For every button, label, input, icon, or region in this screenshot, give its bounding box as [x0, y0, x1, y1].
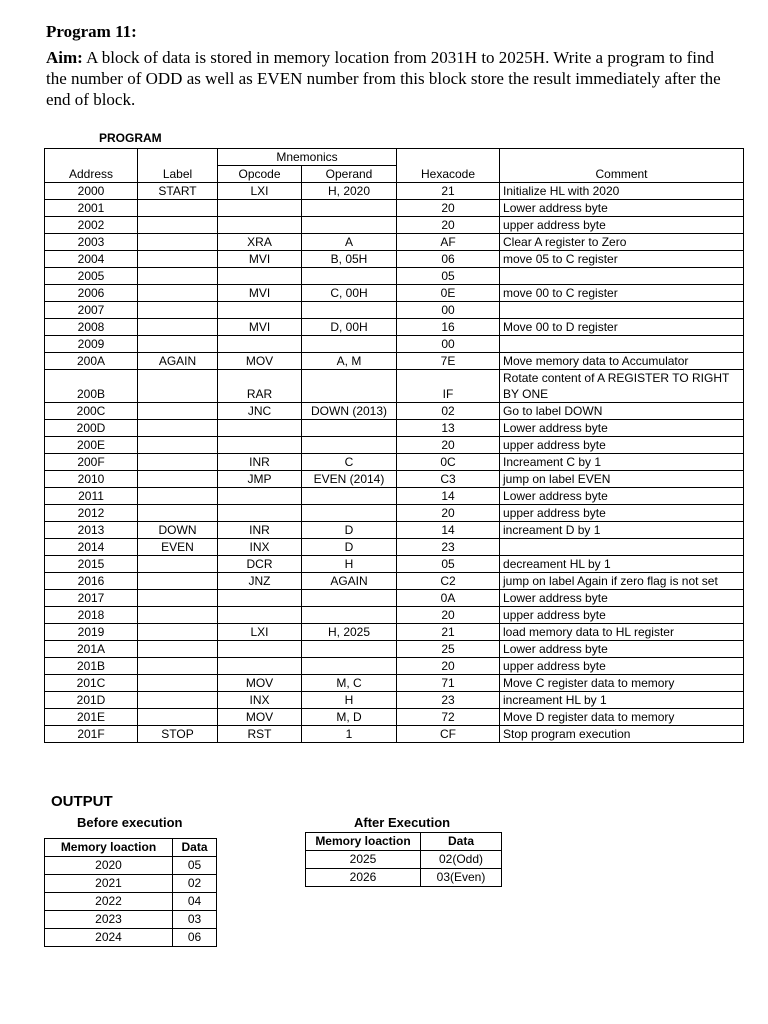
opcode-cell — [218, 200, 302, 217]
comment-cell: upper address byte — [500, 658, 744, 675]
operand-cell: D — [302, 539, 397, 556]
opcode-cell: RST — [218, 726, 302, 743]
table-row — [45, 658, 744, 675]
operand-cell: B, 05H — [302, 251, 397, 268]
header-cell-empty — [45, 149, 138, 166]
address-cell: 200F — [45, 454, 138, 471]
table-row — [45, 522, 744, 539]
label-cell — [138, 285, 218, 302]
header-cell-empty — [138, 149, 218, 166]
column-header-data: Data — [173, 839, 217, 857]
hexacode-cell: C3 — [397, 471, 500, 488]
table-row — [45, 200, 744, 217]
label-cell — [138, 217, 218, 234]
opcode-cell — [218, 437, 302, 454]
comment-cell: Move D register data to memory — [500, 709, 744, 726]
hexacode-cell: 05 — [397, 556, 500, 573]
table-row — [45, 893, 217, 911]
address-cell: 200B — [45, 370, 138, 403]
column-header-address: Address — [45, 166, 138, 183]
table-row — [45, 641, 744, 658]
table-header-row — [306, 833, 502, 851]
table-row — [45, 454, 744, 471]
address-cell: 201B — [45, 658, 138, 675]
operand-cell: H, 2020 — [302, 183, 397, 200]
before-execution-table — [44, 838, 217, 947]
address-cell: 200D — [45, 420, 138, 437]
comment-cell: load memory data to HL register — [500, 624, 744, 641]
opcode-cell — [218, 420, 302, 437]
address-cell: 201C — [45, 675, 138, 692]
opcode-cell — [218, 590, 302, 607]
opcode-cell — [218, 488, 302, 505]
address-cell: 200C — [45, 403, 138, 420]
comment-cell: Move memory data to Accumulator — [500, 353, 744, 370]
label-cell — [138, 437, 218, 454]
label-cell — [138, 200, 218, 217]
table-row — [45, 217, 744, 234]
hexacode-cell: 71 — [397, 675, 500, 692]
address-cell: 2008 — [45, 319, 138, 336]
data-cell: 02(Odd) — [421, 851, 502, 869]
hexacode-cell: 25 — [397, 641, 500, 658]
address-cell: 2015 — [45, 556, 138, 573]
label-cell — [138, 420, 218, 437]
hexacode-cell: CF — [397, 726, 500, 743]
opcode-cell — [218, 217, 302, 234]
address-cell: 2000 — [45, 183, 138, 200]
hexacode-cell: 72 — [397, 709, 500, 726]
address-cell: 2006 — [45, 285, 138, 302]
table-row — [45, 336, 744, 353]
data-cell: 04 — [173, 893, 217, 911]
label-cell — [138, 454, 218, 471]
hexacode-cell: 00 — [397, 336, 500, 353]
hexacode-cell: 00 — [397, 302, 500, 319]
operand-cell — [302, 437, 397, 454]
opcode-cell: MVI — [218, 285, 302, 302]
label-cell — [138, 590, 218, 607]
opcode-cell: JNC — [218, 403, 302, 420]
comment-cell: Lower address byte — [500, 488, 744, 505]
hexacode-cell: 20 — [397, 505, 500, 522]
address-cell: 201F — [45, 726, 138, 743]
column-header-memory-location: Memory loaction — [45, 839, 173, 857]
operand-cell: DOWN (2013) — [302, 403, 397, 420]
memory-location-cell: 2023 — [45, 911, 173, 929]
label-cell — [138, 268, 218, 285]
opcode-cell: INR — [218, 454, 302, 471]
table-header-row — [45, 839, 217, 857]
opcode-cell: INX — [218, 539, 302, 556]
table-row — [45, 302, 744, 319]
operand-cell — [302, 200, 397, 217]
label-cell — [138, 709, 218, 726]
address-cell: 2009 — [45, 336, 138, 353]
hexacode-cell: AF — [397, 234, 500, 251]
memory-location-cell: 2022 — [45, 893, 173, 911]
after-execution-table — [305, 832, 502, 887]
table-row — [45, 370, 744, 403]
address-cell: 200A — [45, 353, 138, 370]
hexacode-cell: 20 — [397, 200, 500, 217]
operand-cell: C — [302, 454, 397, 471]
hexacode-cell: 0E — [397, 285, 500, 302]
operand-cell: 1 — [302, 726, 397, 743]
table-row — [45, 403, 744, 420]
comment-cell: Lower address byte — [500, 420, 744, 437]
label-cell: AGAIN — [138, 353, 218, 370]
opcode-cell: LXI — [218, 183, 302, 200]
operand-cell — [302, 217, 397, 234]
comment-cell — [500, 539, 744, 556]
table-row — [45, 251, 744, 268]
hexacode-cell: 05 — [397, 268, 500, 285]
opcode-cell: MOV — [218, 675, 302, 692]
address-cell: 2004 — [45, 251, 138, 268]
operand-cell — [302, 268, 397, 285]
before-execution-label: Before execution — [77, 815, 183, 830]
table-row — [45, 556, 744, 573]
table-header-row-2 — [45, 166, 744, 183]
operand-cell — [302, 658, 397, 675]
address-cell: 2012 — [45, 505, 138, 522]
comment-cell: Clear A register to Zero — [500, 234, 744, 251]
memory-location-cell: 2020 — [45, 857, 173, 875]
label-cell — [138, 251, 218, 268]
operand-cell — [302, 420, 397, 437]
table-row — [45, 285, 744, 302]
comment-cell: Move 00 to D register — [500, 319, 744, 336]
column-header-data: Data — [421, 833, 502, 851]
operand-cell — [302, 590, 397, 607]
table-row — [45, 875, 217, 893]
after-execution-label: After Execution — [354, 815, 451, 830]
memory-location-cell: 2024 — [45, 929, 173, 947]
address-cell: 2007 — [45, 302, 138, 319]
hexacode-cell: 14 — [397, 522, 500, 539]
opcode-cell: MOV — [218, 709, 302, 726]
table-row — [45, 590, 744, 607]
table-row — [45, 353, 744, 370]
label-cell — [138, 573, 218, 590]
memory-location-cell: 2026 — [306, 869, 421, 887]
label-cell: DOWN — [138, 522, 218, 539]
table-row — [45, 183, 744, 200]
column-header-label: Label — [138, 166, 218, 183]
table-row — [45, 929, 217, 947]
table-row — [45, 607, 744, 624]
label-cell — [138, 641, 218, 658]
hexacode-cell: 23 — [397, 692, 500, 709]
label-cell — [138, 319, 218, 336]
comment-cell: Lower address byte — [500, 590, 744, 607]
operand-cell: A, M — [302, 353, 397, 370]
column-header-opcode: Opcode — [218, 166, 302, 183]
address-cell: 2002 — [45, 217, 138, 234]
operand-cell — [302, 607, 397, 624]
table-row — [45, 726, 744, 743]
comment-cell: move 00 to C register — [500, 285, 744, 302]
aim-text: A block of data is stored in memory location from 2031H to 2025H. Write a program to find the number of ODD as well as EVEN number from this block store the result immediately after the end of block. — [46, 48, 721, 109]
opcode-cell — [218, 336, 302, 353]
comment-cell: upper address byte — [500, 437, 744, 454]
table-row — [45, 539, 744, 556]
address-cell: 2013 — [45, 522, 138, 539]
comment-cell: Stop program execution — [500, 726, 744, 743]
comment-cell: Increament C by 1 — [500, 454, 744, 471]
comment-cell: decreament HL by 1 — [500, 556, 744, 573]
operand-cell — [302, 302, 397, 319]
comment-cell: jump on label EVEN — [500, 471, 744, 488]
column-header-hexacode: Hexacode — [397, 166, 500, 183]
table-row — [306, 851, 502, 869]
table-row — [45, 505, 744, 522]
operand-cell: A — [302, 234, 397, 251]
table-row — [45, 709, 744, 726]
comment-cell: upper address byte — [500, 505, 744, 522]
address-cell: 2011 — [45, 488, 138, 505]
comment-cell: increament D by 1 — [500, 522, 744, 539]
comment-cell: move 05 to C register — [500, 251, 744, 268]
address-cell: 2005 — [45, 268, 138, 285]
aim-paragraph — [46, 47, 736, 110]
comment-cell: Initialize HL with 2020 — [500, 183, 744, 200]
operand-cell: D, 00H — [302, 319, 397, 336]
address-cell: 2003 — [45, 234, 138, 251]
hexacode-cell: 0C — [397, 454, 500, 471]
comment-cell: upper address byte — [500, 217, 744, 234]
hexacode-cell: 14 — [397, 488, 500, 505]
operand-cell: D — [302, 522, 397, 539]
opcode-cell: DCR — [218, 556, 302, 573]
program-title: Program 11: — [46, 22, 137, 41]
address-cell: 2018 — [45, 607, 138, 624]
opcode-cell: MVI — [218, 251, 302, 268]
comment-cell: jump on label Again if zero flag is not set — [500, 573, 744, 590]
table-row — [45, 857, 217, 875]
hexacode-cell: 21 — [397, 183, 500, 200]
operand-cell: H — [302, 556, 397, 573]
opcode-cell: RAR — [218, 370, 302, 403]
label-cell — [138, 692, 218, 709]
hexacode-cell: 13 — [397, 420, 500, 437]
hexacode-cell: 16 — [397, 319, 500, 336]
operand-cell: C, 00H — [302, 285, 397, 302]
data-cell: 06 — [173, 929, 217, 947]
header-cell-empty — [397, 149, 500, 166]
comment-cell: Lower address byte — [500, 641, 744, 658]
memory-location-cell: 2021 — [45, 875, 173, 893]
address-cell: 2017 — [45, 590, 138, 607]
opcode-cell — [218, 658, 302, 675]
address-cell: 2019 — [45, 624, 138, 641]
address-cell: 2016 — [45, 573, 138, 590]
column-header-comment: Comment — [500, 166, 744, 183]
table-row — [45, 675, 744, 692]
output-heading: OUTPUT — [51, 793, 113, 810]
label-cell — [138, 403, 218, 420]
opcode-cell — [218, 641, 302, 658]
comment-cell: Lower address byte — [500, 200, 744, 217]
operand-cell — [302, 641, 397, 658]
data-cell: 02 — [173, 875, 217, 893]
opcode-cell: LXI — [218, 624, 302, 641]
hexacode-cell: 20 — [397, 217, 500, 234]
program-section-label: PROGRAM — [99, 131, 162, 145]
hexacode-cell: 20 — [397, 437, 500, 454]
opcode-cell: XRA — [218, 234, 302, 251]
comment-cell — [500, 268, 744, 285]
comment-cell — [500, 336, 744, 353]
column-header-memory-location: Memory loaction — [306, 833, 421, 851]
label-cell — [138, 607, 218, 624]
hexacode-cell: 7E — [397, 353, 500, 370]
table-row — [45, 692, 744, 709]
label-cell — [138, 336, 218, 353]
hexacode-cell: 23 — [397, 539, 500, 556]
column-header-operand: Operand — [302, 166, 397, 183]
opcode-cell: INR — [218, 522, 302, 539]
program-table — [44, 148, 744, 743]
operand-cell: EVEN (2014) — [302, 471, 397, 488]
table-row — [45, 268, 744, 285]
hexacode-cell: 20 — [397, 607, 500, 624]
data-cell: 05 — [173, 857, 217, 875]
operand-cell — [302, 336, 397, 353]
label-cell — [138, 658, 218, 675]
address-cell: 201A — [45, 641, 138, 658]
address-cell: 201D — [45, 692, 138, 709]
table-row — [45, 624, 744, 641]
label-cell: EVEN — [138, 539, 218, 556]
label-cell — [138, 488, 218, 505]
hexacode-cell: 0A — [397, 590, 500, 607]
address-cell: 2001 — [45, 200, 138, 217]
opcode-cell: MOV — [218, 353, 302, 370]
memory-location-cell: 2025 — [306, 851, 421, 869]
data-cell: 03 — [173, 911, 217, 929]
aim-label: Aim: — [46, 48, 83, 67]
operand-cell: H, 2025 — [302, 624, 397, 641]
operand-cell — [302, 505, 397, 522]
label-cell: START — [138, 183, 218, 200]
label-cell — [138, 302, 218, 319]
comment-cell: increament HL by 1 — [500, 692, 744, 709]
address-cell: 200E — [45, 437, 138, 454]
operand-cell: AGAIN — [302, 573, 397, 590]
comment-cell — [500, 302, 744, 319]
label-cell — [138, 505, 218, 522]
label-cell — [138, 370, 218, 403]
label-cell — [138, 471, 218, 488]
label-cell — [138, 234, 218, 251]
hexacode-cell: 06 — [397, 251, 500, 268]
table-row — [45, 488, 744, 505]
comment-cell: upper address byte — [500, 607, 744, 624]
address-cell: 2010 — [45, 471, 138, 488]
opcode-cell: JNZ — [218, 573, 302, 590]
operand-cell: M, C — [302, 675, 397, 692]
table-row — [45, 573, 744, 590]
table-row — [45, 319, 744, 336]
table-row — [306, 869, 502, 887]
operand-cell — [302, 370, 397, 403]
hexacode-cell: 02 — [397, 403, 500, 420]
hexacode-cell: C2 — [397, 573, 500, 590]
comment-cell: Go to label DOWN — [500, 403, 744, 420]
opcode-cell — [218, 302, 302, 319]
opcode-cell — [218, 268, 302, 285]
hexacode-cell: IF — [397, 370, 500, 403]
comment-cell: Rotate content of A REGISTER TO RIGHT BY ONE — [500, 370, 744, 403]
label-cell — [138, 675, 218, 692]
table-row — [45, 437, 744, 454]
table-row — [45, 234, 744, 251]
data-cell: 03(Even) — [421, 869, 502, 887]
opcode-cell — [218, 505, 302, 522]
hexacode-cell: 21 — [397, 624, 500, 641]
address-cell: 2014 — [45, 539, 138, 556]
table-header-row-1 — [45, 149, 744, 166]
opcode-cell: MVI — [218, 319, 302, 336]
operand-cell — [302, 488, 397, 505]
mnemonics-header: Mnemonics — [218, 149, 397, 166]
opcode-cell: JMP — [218, 471, 302, 488]
table-row — [45, 420, 744, 437]
comment-cell: Move C register data to memory — [500, 675, 744, 692]
opcode-cell: INX — [218, 692, 302, 709]
address-cell: 201E — [45, 709, 138, 726]
table-row — [45, 911, 217, 929]
label-cell — [138, 624, 218, 641]
table-row — [45, 471, 744, 488]
opcode-cell — [218, 607, 302, 624]
label-cell: STOP — [138, 726, 218, 743]
label-cell — [138, 556, 218, 573]
header-cell-empty — [500, 149, 744, 166]
operand-cell: H — [302, 692, 397, 709]
operand-cell: M, D — [302, 709, 397, 726]
hexacode-cell: 20 — [397, 658, 500, 675]
